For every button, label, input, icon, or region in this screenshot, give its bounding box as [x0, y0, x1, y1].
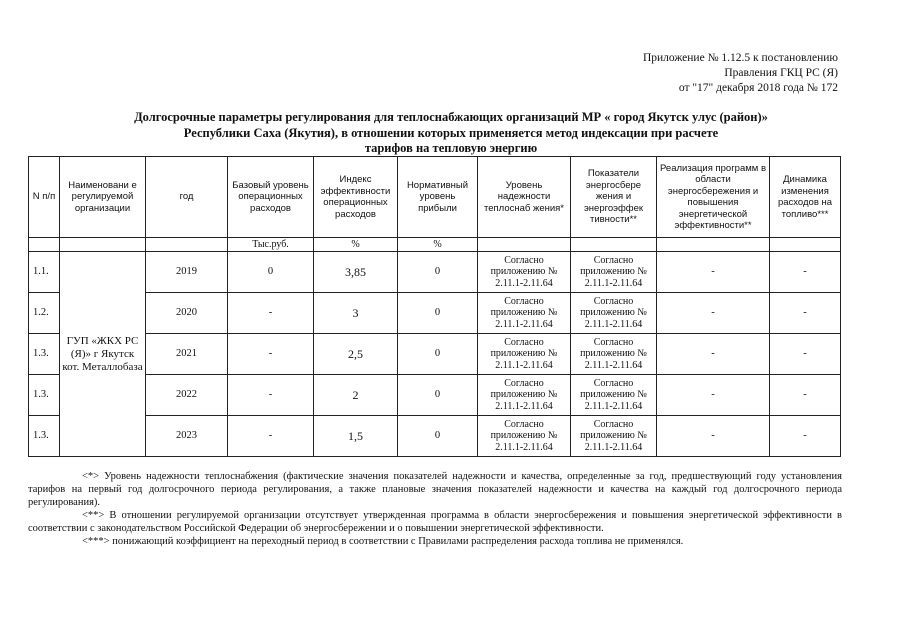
row-base: 0 — [228, 252, 314, 293]
title-line-3: тарифов на тепловую энергию — [364, 141, 538, 155]
row-fuel: - — [770, 334, 841, 375]
row-index: 3 — [314, 293, 398, 334]
row-num: 1.1. — [29, 252, 60, 293]
unit-profit: % — [398, 238, 478, 252]
row-energy: Согласно приложению № 2.11.1-2.11.64 — [571, 252, 657, 293]
title-line-1: Долгосрочные параметры регулирования для теплоснабжающих организаций МР « город Якутск улус (район)» — [134, 110, 768, 124]
footnote-energy-program: <**> В отношении регулируемой организации отсутствует утвержденная программа в области энергосбережения и повышения энергетической эффективности в соответствии с законодательством Российской Федерации об энергосбережении и о повышении энергетической эффективности. — [28, 510, 842, 534]
row-year: 2022 — [146, 375, 228, 416]
table-row — [29, 293, 841, 334]
row-fuel: - — [770, 375, 841, 416]
row-programs: - — [657, 293, 770, 334]
row-year: 2021 — [146, 334, 228, 375]
row-reliability: Согласно приложению № 2.11.1-2.11.64 — [478, 293, 571, 334]
row-base: - — [228, 375, 314, 416]
row-energy: Согласно приложению № 2.11.1-2.11.64 — [571, 334, 657, 375]
row-index: 2,5 — [314, 334, 398, 375]
table-header-row — [29, 157, 841, 238]
row-base: - — [228, 416, 314, 457]
header-line-1: Приложение № 1.12.5 к постановлению — [642, 52, 838, 64]
header-index: Индекс эффективности операционных расходов — [314, 157, 398, 238]
row-profit: 0 — [398, 252, 478, 293]
row-num: 1.3. — [29, 375, 60, 416]
row-num: 1.2. — [29, 293, 60, 334]
row-energy: Согласно приложению № 2.11.1-2.11.64 — [571, 416, 657, 457]
document-title — [60, 110, 842, 157]
row-profit: 0 — [398, 375, 478, 416]
row-reliability: Согласно приложению № 2.11.1-2.11.64 — [478, 334, 571, 375]
row-energy: Согласно приложению № 2.11.1-2.11.64 — [571, 375, 657, 416]
header-num: N п/п — [29, 157, 60, 238]
units-row — [29, 238, 841, 252]
row-year: 2023 — [146, 416, 228, 457]
row-fuel: - — [770, 252, 841, 293]
row-reliability: Согласно приложению № 2.11.1-2.11.64 — [478, 416, 571, 457]
footnotes — [28, 470, 842, 548]
header-line-3: от "17" декабря 2018 года № 172 — [678, 82, 838, 94]
unit-base: Тыс.руб. — [228, 238, 314, 252]
table-row — [29, 416, 841, 457]
header-base: Базовый уровень операционных расходов — [228, 157, 314, 238]
header-fuel: Динамика изменения расходов на топливо*** — [770, 157, 841, 238]
row-index: 3,85 — [314, 252, 398, 293]
table-row — [29, 375, 841, 416]
row-programs: - — [657, 416, 770, 457]
table-row — [29, 252, 841, 293]
header-reliability: Уровень надежности теплоснаб жения* — [478, 157, 571, 238]
row-num: 1.3. — [29, 416, 60, 457]
header-profit: Нормативный уровень прибыли — [398, 157, 478, 238]
row-num: 1.3. — [29, 334, 60, 375]
row-reliability: Согласно приложению № 2.11.1-2.11.64 — [478, 252, 571, 293]
header-year: год — [146, 157, 228, 238]
table-row — [29, 334, 841, 375]
org-name: ГУП «ЖКХ РС (Я)» г Якутск кот. Металлобаза — [60, 252, 146, 457]
row-programs: - — [657, 375, 770, 416]
row-profit: 0 — [398, 416, 478, 457]
header-org: Наименовани е регулируемой организации — [60, 157, 146, 238]
row-fuel: - — [770, 416, 841, 457]
row-base: - — [228, 293, 314, 334]
header-line-2: Правления ГКЦ РС (Я) — [724, 67, 838, 79]
title-line-2: Республики Саха (Якутия), в отношении которых применяется метод индексации при расчете — [183, 125, 719, 140]
footnote-fuel: <***> понижающий коэффициент на переходный период в соответствии с Правилами распределения расхода топлива не применялся. — [82, 536, 684, 547]
parameters-table — [28, 156, 841, 457]
row-year: 2019 — [146, 252, 228, 293]
document-header — [643, 51, 838, 96]
row-profit: 0 — [398, 293, 478, 334]
footnote-reliability: <*> Уровень надежности теплоснабжения (фактические значения показателей надежности и качества, определенные за год, предшествующий году установления тарифов на первый год долгосрочного периода регулирования, а также плановые значения показателей надежности и качества на каждый год долгосрочного периода регулирования). — [28, 471, 842, 508]
row-index: 2 — [314, 375, 398, 416]
row-fuel: - — [770, 293, 841, 334]
row-profit: 0 — [398, 334, 478, 375]
row-base: - — [228, 334, 314, 375]
row-reliability: Согласно приложению № 2.11.1-2.11.64 — [478, 375, 571, 416]
row-year: 2020 — [146, 293, 228, 334]
row-programs: - — [657, 334, 770, 375]
unit-index: % — [314, 238, 398, 252]
row-index: 1,5 — [314, 416, 398, 457]
row-energy: Согласно приложению № 2.11.1-2.11.64 — [571, 293, 657, 334]
header-programs: Реализация программ в области энергосбережения и повышения энергетической эффективности** — [657, 157, 770, 238]
header-energy: Показатели энергосбере жения и энергоэффек тивности** — [571, 157, 657, 238]
row-programs: - — [657, 252, 770, 293]
